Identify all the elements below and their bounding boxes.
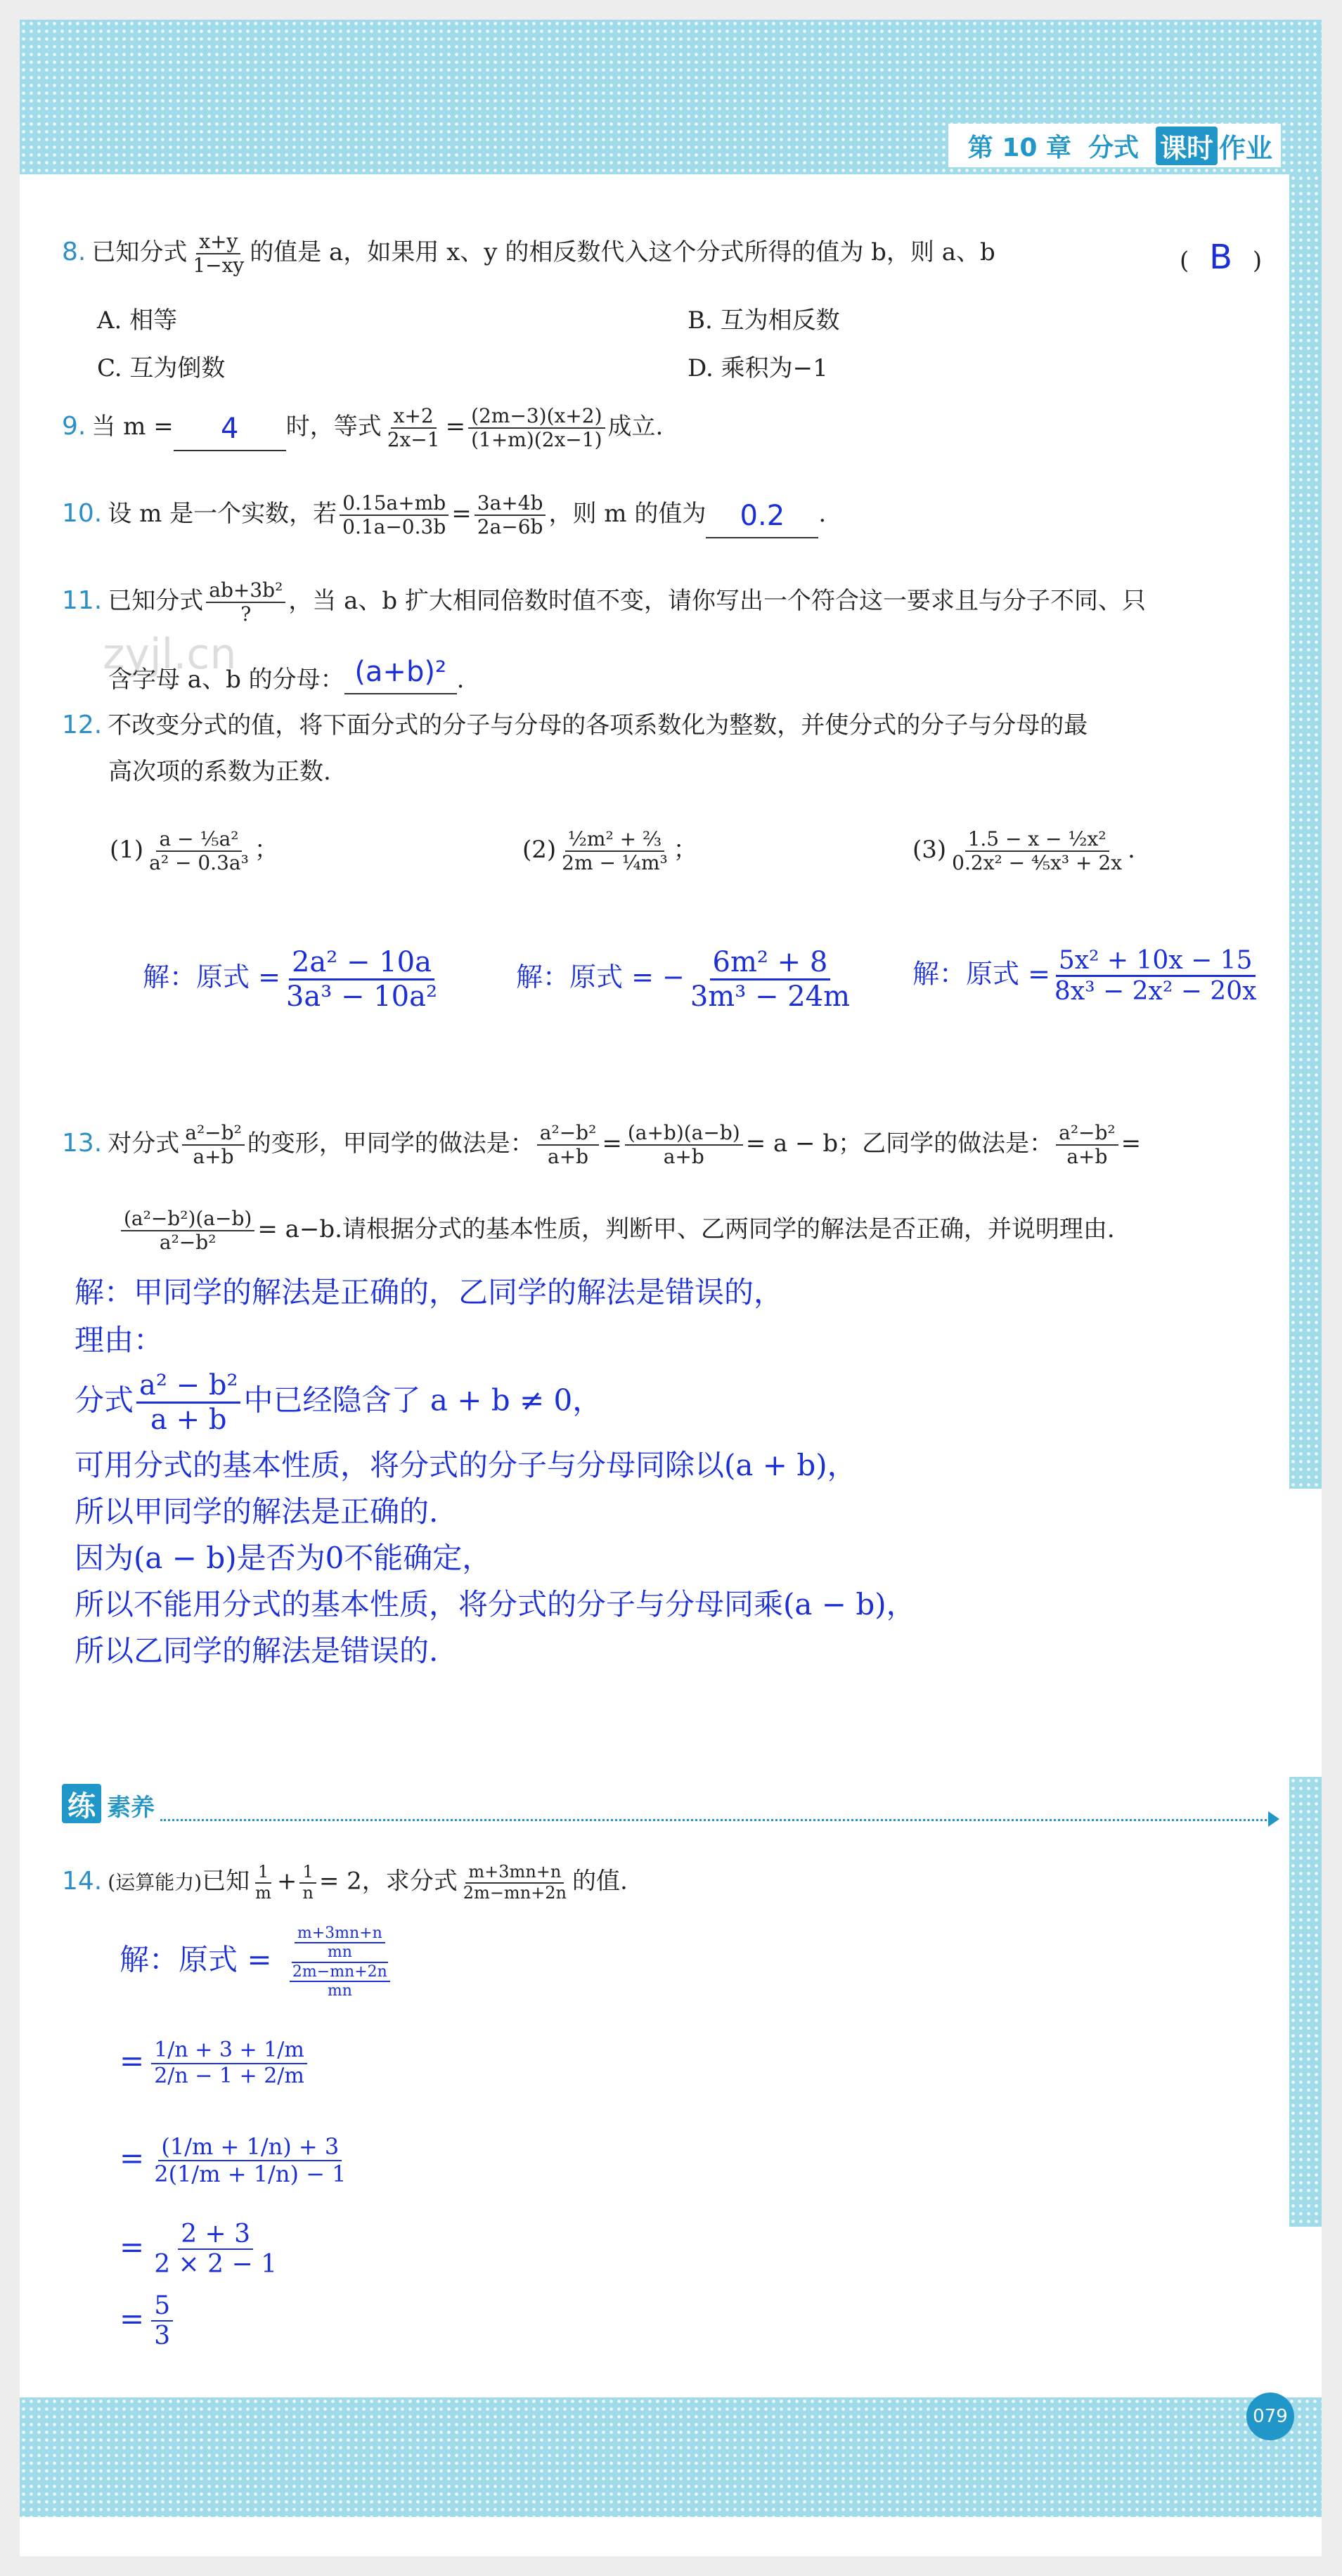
question-8 [62, 231, 995, 277]
q14-mid: = 2，求分式 [318, 1867, 458, 1896]
sol-pre: 解：原式 = [912, 958, 1050, 990]
frac-num: (a+b)(a−b) [625, 1122, 743, 1146]
q14-solution-step-3 [120, 2220, 283, 2279]
sol-frac [283, 946, 440, 1013]
q14-solution-step-2 [120, 2134, 351, 2187]
frac-den: m [255, 1882, 271, 1903]
q9-answer: 4 [220, 413, 239, 446]
frac-num: 1 [299, 1863, 316, 1884]
frac-den: (1+m)(2x−1) [471, 428, 602, 452]
q8-option-a: A. 相等 [97, 306, 178, 335]
frac-den: 2x−1 [387, 428, 440, 452]
frac-den: a+b [193, 1145, 234, 1169]
brand-logo [1156, 127, 1272, 165]
part-label: (2) [522, 836, 557, 865]
q13-solution-line-6: 因为(a − b)是否为0不能确定， [75, 1541, 492, 1575]
frac-den: 2m−mn+2n [463, 1882, 567, 1903]
part-end: . [1128, 836, 1135, 865]
frac-den: 3m³ − 24m [690, 980, 851, 1013]
q9-mid: 时，等式 [285, 413, 382, 441]
part-label: (3) [912, 836, 947, 865]
frac-num: 2a² − 10a [289, 946, 434, 980]
frac-num: a²−b² [1056, 1122, 1118, 1146]
q11-text2: 含字母 a、b 的分母： [108, 666, 344, 694]
q14-frac1 [252, 1863, 274, 1903]
question-11-line2 [108, 654, 464, 694]
frac-den: 1−xy [193, 254, 245, 278]
q12-solution-1 [143, 946, 443, 1013]
q10-pre: 设 m 是一个实数，若 [108, 500, 337, 529]
frac-den: n [302, 1882, 314, 1903]
inner-frac-top [295, 1924, 385, 1962]
frac-num: a − ⅕a² [156, 828, 241, 852]
frac-den: a²−b² [159, 1231, 217, 1255]
equals: = [120, 2229, 145, 2265]
paren-open: ( [1180, 247, 1189, 275]
q14-post: 的值. [572, 1867, 628, 1896]
q10-mid: ，则 m 的值为 [548, 500, 707, 529]
q13-frac-e [121, 1208, 254, 1254]
equals: = [1121, 1130, 1142, 1158]
equals: = [445, 413, 466, 441]
q11-pre: 已知分式 [108, 587, 204, 616]
frac-num: 1.5 − x − ½x² [965, 828, 1109, 852]
sol-pre: 分式 [75, 1383, 134, 1418]
frac-den: mn [327, 1981, 352, 2000]
page [20, 20, 1322, 2556]
side-band-lower [1289, 1777, 1322, 2227]
sol-pre: 解：原式 = − [516, 962, 685, 992]
practice-label: 素养 [107, 1794, 155, 1822]
frac-num: (1/m + 1/n) + 3 [158, 2134, 342, 2161]
chapter-number: 第 10 章 [967, 133, 1071, 162]
q10-frac2 [475, 492, 546, 538]
plus: + [276, 1867, 297, 1896]
question-13-line2 [118, 1208, 1115, 1254]
question-number: 9. [62, 412, 86, 441]
q13-frac-b [537, 1122, 600, 1168]
part-end: ； [673, 836, 697, 865]
question-number: 10. [62, 499, 103, 529]
q13-frac-c [625, 1122, 743, 1168]
chapter-header [948, 124, 1281, 167]
q11-fraction [206, 579, 285, 626]
frac-den: 3 [154, 2322, 171, 2351]
frac-den: 2/n − 1 + 2/m [154, 2063, 304, 2088]
step-frac [151, 2291, 173, 2351]
q13-line2: = a−b.请根据分式的基本性质，判断甲、乙两同学的解法是否正确，并说明理由. [257, 1215, 1115, 1244]
q12-solution-2 [516, 946, 856, 1013]
sol-frac [136, 1369, 240, 1436]
frac-den: 2 × 2 − 1 [154, 2250, 278, 2279]
question-10 [62, 492, 826, 538]
question-13 [62, 1122, 1141, 1168]
q9-pre: 当 m = [91, 413, 174, 441]
q13-frac-d [1056, 1122, 1118, 1168]
q13-solution-line-3 [75, 1369, 602, 1436]
frac-num: (2m−3)(x+2) [468, 405, 605, 429]
q11-post: . [456, 666, 465, 694]
question-number: 12. [62, 711, 103, 739]
equals: = [602, 1130, 622, 1158]
q14-frac2 [299, 1863, 316, 1903]
side-band-upper [1289, 174, 1322, 1489]
sol-pre: 解：原式 = [120, 1942, 272, 1977]
equals: = [120, 2140, 145, 2175]
frac-den: 3a³ − 10a² [285, 980, 437, 1013]
frac-den: a+b [1066, 1145, 1108, 1169]
compound-frac [287, 1924, 393, 2000]
q13-frac-a [182, 1122, 245, 1168]
q10-blank[interactable] [706, 498, 818, 538]
q8-answer: B [1209, 238, 1233, 277]
frac-den: ? [240, 602, 252, 626]
q13-mid1: 的变形，甲同学的做法是： [247, 1130, 534, 1158]
frac-num: 2m−mn+2n [290, 1963, 390, 1982]
q9-post: 成立. [607, 413, 664, 441]
frac-num: (a²−b²)(a−b) [121, 1208, 254, 1231]
q13-solution-line-7: 所以不能用分式的基本性质，将分式的分子与分母同乘(a − b)， [75, 1587, 916, 1622]
q13-solution-line-2: 理由： [75, 1323, 164, 1357]
q9-frac2 [468, 405, 605, 451]
q8-answer-bracket [1180, 238, 1262, 278]
q13-mid2: = a − b；乙同学的做法是： [745, 1130, 1054, 1158]
q14-solution-step-0 [120, 1924, 396, 2000]
q8-fraction [190, 231, 247, 277]
paren-close: ) [1252, 247, 1263, 275]
frac-num: 6m² + 8 [710, 946, 831, 980]
sol-post: 中已经隐含了 a + b ≠ 0， [243, 1383, 602, 1418]
q10-answer: 0.2 [740, 500, 785, 533]
question-9 [62, 405, 663, 451]
question-12 [62, 710, 1088, 740]
equals: = [120, 2043, 145, 2078]
q8-option-c: C. 互为倒数 [97, 354, 226, 382]
q13-solution-line-5: 所以甲同学的解法是正确的. [75, 1494, 439, 1529]
arrow-right-icon [1268, 1811, 1279, 1827]
question-number: 13. [62, 1129, 103, 1158]
brand-zuo: 作业 [1218, 132, 1272, 164]
practice-icon: 练 [62, 1784, 101, 1823]
q14-tag: (运算能力) [108, 1870, 202, 1894]
q12-p1-frac [146, 828, 252, 874]
q11-blank[interactable] [344, 654, 457, 694]
equals: = [120, 2301, 145, 2336]
q12-part-2 [522, 828, 697, 874]
question-14 [62, 1863, 628, 1903]
frac-den: 2a−6b [477, 515, 543, 539]
q13-pre: 对分式 [108, 1130, 180, 1158]
frac-den: a+b [548, 1145, 589, 1169]
q9-frac1 [385, 405, 443, 451]
sol-frac [688, 946, 853, 1013]
q11-answer: (a+b)² [354, 656, 446, 688]
q8-option-b: B. 互为相反数 [688, 306, 840, 335]
q10-post: . [818, 500, 827, 529]
frac-den: a+b [663, 1145, 704, 1169]
step-frac [151, 2038, 307, 2088]
q14-frac3 [460, 1863, 569, 1903]
frac-num: m+3mn+n [465, 1863, 564, 1884]
frac-den: 0.2x² − ⅘x³ + 2x [952, 851, 1122, 875]
frac-num: 5 [151, 2291, 173, 2322]
q12-p2-frac [559, 828, 671, 874]
compound-den [287, 1963, 393, 2000]
q14-solution-step-4 [120, 2291, 176, 2351]
frac-den: mn [327, 1943, 352, 1962]
frac-num: x+y [196, 231, 240, 254]
frac-den: 8x³ − 2x² − 20x [1054, 977, 1257, 1007]
q12-part-3 [912, 828, 1135, 874]
sol-frac [1052, 946, 1260, 1007]
step-frac [151, 2134, 349, 2187]
frac-num: a²−b² [182, 1122, 245, 1146]
watermark: zyjl.cn [103, 630, 237, 679]
frac-den: 2(1/m + 1/n) − 1 [154, 2160, 347, 2187]
step-frac [151, 2220, 280, 2279]
chapter-topic: 分式 [1088, 133, 1139, 162]
frac-num: 1 [255, 1863, 271, 1884]
q8-text: 的值是 a，如果用 x、y 的相反数代入这个分式所得的值为 b，则 a、b [250, 238, 995, 267]
frac-den: 2m − ¼m³ [562, 851, 668, 875]
frac-den: 0.1a−0.3b [342, 515, 446, 539]
q12-line1: 不改变分式的值，将下面分式的分子与分母的各项系数化为整数，并使分式的分子与分母的最 [108, 711, 1088, 739]
frac-num: 2 + 3 [178, 2220, 253, 2250]
frac-num: 1/n + 3 + 1/m [151, 2038, 307, 2064]
q12-p3-frac [949, 828, 1125, 874]
question-number: 8. [62, 238, 86, 267]
question-number: 14. [62, 1866, 103, 1896]
q8-pre: 已知分式 [91, 238, 188, 267]
q12-solution-3 [912, 946, 1262, 1007]
inner-frac-bottom [290, 1963, 390, 2000]
section-divider [160, 1819, 1271, 1821]
frac-num: a² − b² [136, 1369, 240, 1404]
frac-num: m+3mn+n [295, 1924, 385, 1943]
page-number: 079 [1246, 2393, 1294, 2440]
footer-band [20, 2397, 1322, 2517]
q14-solution-step-1 [120, 2038, 310, 2088]
frac-den: a² − 0.3a³ [149, 851, 249, 875]
frac-num: 0.15a+mb [340, 492, 449, 516]
q14-pre: 已知 [202, 1867, 250, 1896]
question-11 [62, 579, 1146, 626]
frac-num: a²−b² [537, 1122, 600, 1146]
q12-line2: 高次项的系数为正数. [108, 758, 331, 786]
sol-pre: 解：原式 = [143, 962, 280, 992]
frac-num: 5x² + 10x − 15 [1056, 946, 1256, 977]
q12-part-1 [110, 828, 278, 874]
compound-num [292, 1924, 388, 1963]
part-label: (1) [110, 836, 144, 865]
frac-den: a + b [150, 1404, 227, 1436]
question-number: 11. [62, 586, 103, 616]
q11-text1: ，当 a、b 扩大相同倍数时值不变，请你写出一个符合这一要求且与分子不同、只 [288, 587, 1146, 616]
q13-solution-line-1: 解：甲同学的解法是正确的，乙同学的解法是错误的， [75, 1275, 784, 1309]
q13-solution-line-4: 可用分式的基本性质，将分式的分子与分母同除以(a + b)， [75, 1448, 857, 1482]
frac-num: ab+3b² [206, 579, 285, 603]
brand-ke: 课时 [1156, 127, 1218, 165]
q9-blank[interactable] [174, 410, 286, 451]
q8-option-d: D. 乘积为−1 [688, 354, 828, 382]
frac-num: x+2 [391, 405, 437, 429]
frac-num: ½m² + ⅔ [565, 828, 664, 852]
q13-solution-line-8: 所以乙同学的解法是错误的. [75, 1633, 439, 1668]
equals: = [451, 500, 472, 529]
part-end: ； [254, 836, 278, 865]
q10-frac1 [340, 492, 449, 538]
frac-num: 3a+4b [475, 492, 546, 516]
